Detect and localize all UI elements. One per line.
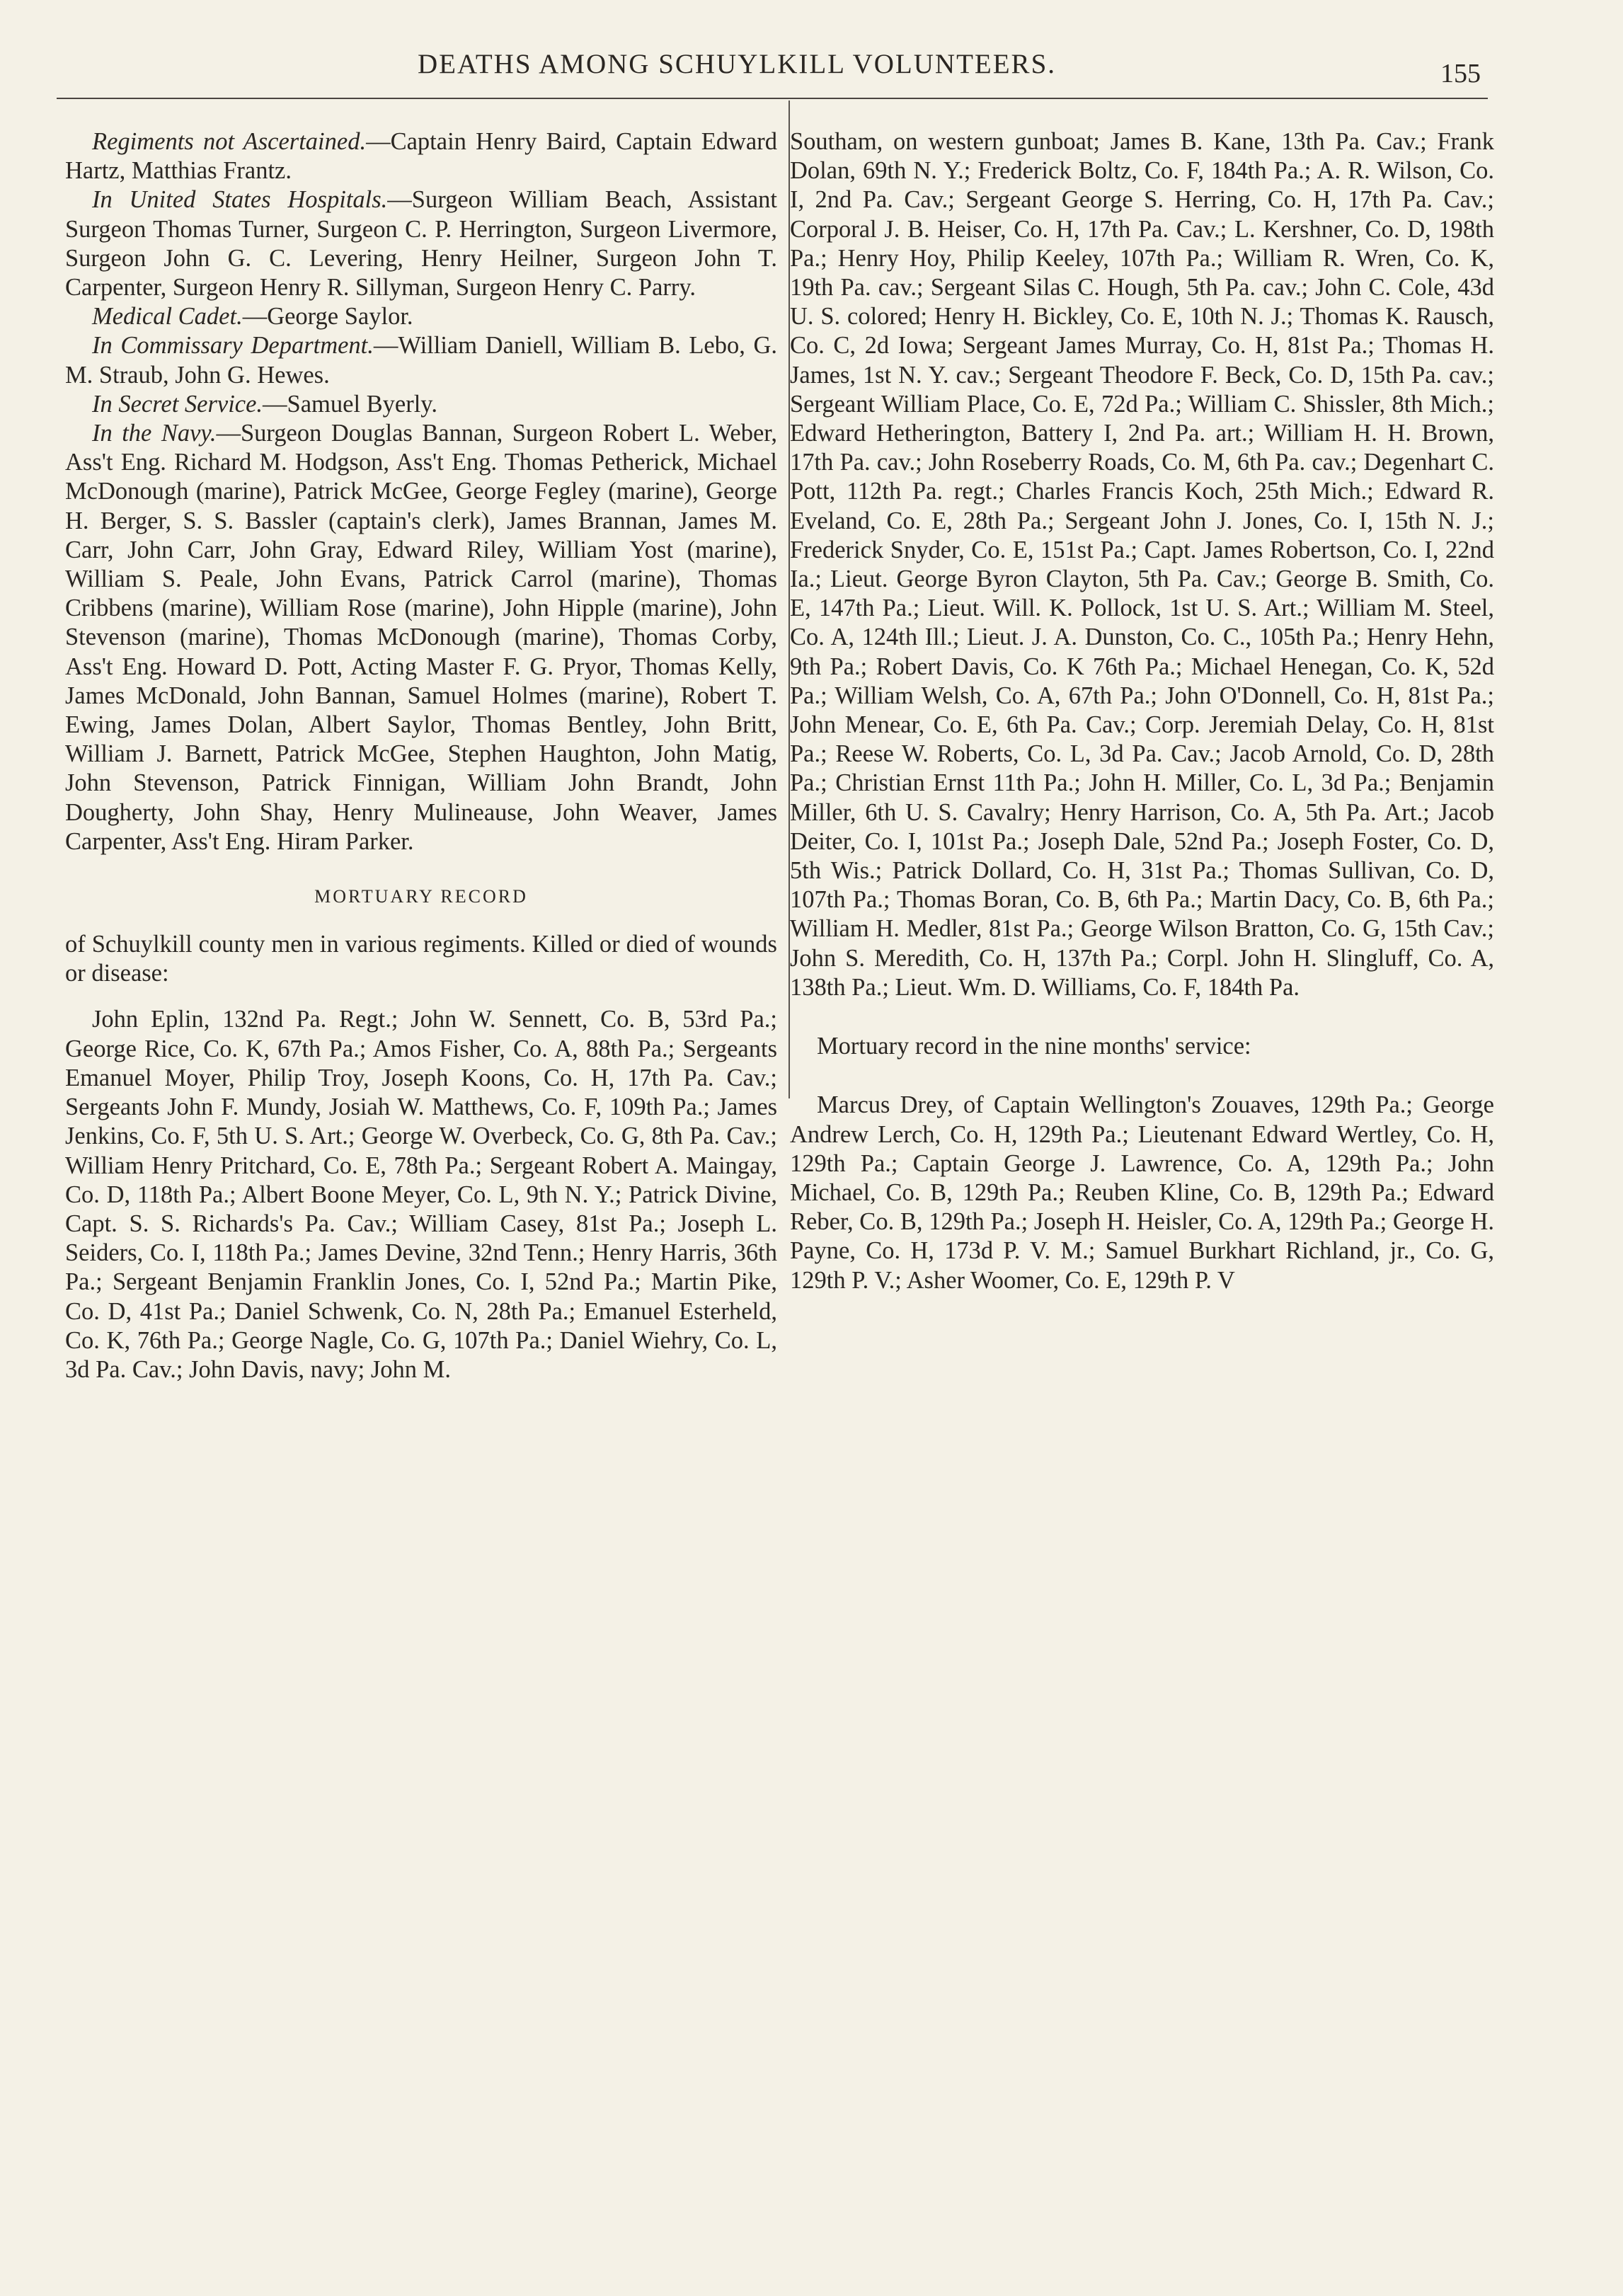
entry-regiments-not-ascertained xyxy=(65,127,777,185)
entry-commissary xyxy=(65,331,777,389)
section-heading: MORTUARY RECORD xyxy=(314,886,528,907)
left-column xyxy=(65,127,777,1384)
rubric: Regiments not Ascertained. xyxy=(92,128,367,155)
rubric: In United States Hospitals. xyxy=(92,186,388,214)
entry-medical-cadet xyxy=(65,302,777,331)
entry-text: —Surgeon William Beach, Assistant Surgeon Thomas Turner, Surgeon C. P. Herrington, Surgeon Livermore, Surgeon John G. C. Levering, Henry Heilner, Surgeon John T. Carpenter, Surgeon Henry R. Sillyman, Surgeon Henry C. Parry. xyxy=(65,186,777,302)
entry-us-hospitals xyxy=(65,185,777,302)
running-title: DEATHS AMONG SCHUYLKILL VOLUNTEERS. xyxy=(418,49,1057,79)
page-number: 155 xyxy=(1440,59,1481,88)
mortuary-list: John Eplin, 132nd Pa. Regt.; John W. Sennett, Co. B, 53rd Pa.; George Rice, Co. K, 67th Pa.; Amos Fisher, Co. A, 88th Pa.; Sergeants Emanuel Moyer, Philip Troy, Joseph Koons, Co. H, 17th Pa. Cav.; Sergeants John F. Mundy, Josiah W. Matthews, Co. F, 109th Pa.; James Jenkins, Co. F, 5th U. S. Art.; George W. Overbeck, Co. G, 8th Pa. Cav.; William Henry Pritchard, Co. E, 78th Pa.; Sergeant Robert A. Maingay, Co. D, 118th Pa.; Albert Boone Meyer, Co. L, 9th N. Y.; Patrick Divine, Capt. S. S. Richards's Pa. Cav.; William Casey, 81st Pa.; Joseph L. Seiders, Co. I, 118th Pa.; James Devine, 32nd Tenn.; Henry Harris, 36th Pa.; Sergeant Benjamin Franklin Jones, Co. I, 52nd Pa.; Martin Pike, Co. D, 41st Pa.; Daniel Schwenk, Co. N, 28th Pa.; Emanuel Esterheld, Co. K, 76th Pa.; George Nagle, Co. G, 107th Pa.; Daniel Wiehry, Co. L, 3d Pa. Cav.; John Davis, navy; John M. xyxy=(65,1006,777,1383)
entry-text: —Captain Henry Baird, Captain Edward Hartz, Matthias Frantz. xyxy=(65,128,777,185)
header-rule xyxy=(57,98,1488,99)
right-column xyxy=(790,127,1494,1295)
page-header xyxy=(0,48,1623,91)
rubric: In Commissary Department. xyxy=(92,332,374,360)
entry-navy xyxy=(65,419,777,856)
nine-months-heading: Mortuary record in the nine months' service: xyxy=(817,1033,1251,1060)
mortuary-intro: of Schuylkill county men in various regiments. Killed or died of wounds or disease: xyxy=(65,931,777,987)
entry-secret-service xyxy=(65,390,777,419)
nine-months-list: Marcus Drey, of Captain Wellington's Zouaves, 129th Pa.; George Andrew Lerch, Co. H, 129th Pa.; Lieutenant Edward Wertley, Co. H, 129th Pa.; Captain George J. Lawrence, Co. A, 129th Pa.; John Michael, Co. B, 129th Pa.; Reuben Kline, Co. B, 129th Pa.; Edward Reber, Co. B, 129th Pa.; Joseph H. Heisler, Co. A, 129th Pa.; George H. Payne, Co. H, 173d P. V. M.; Samuel Burkhart Richland, jr., Co. G, 129th P. V.; Asher Woomer, Co. E, 129th P. V xyxy=(790,1091,1494,1294)
rubric: In Secret Service. xyxy=(92,390,263,418)
entry-text: —Samuel Byerly. xyxy=(263,390,437,418)
entry-text: —George Saylor. xyxy=(242,303,413,331)
entry-text: —Surgeon Douglas Bannan, Surgeon Robert L. Weber, Ass't Eng. Richard M. Hodgson, Ass't Eng. Thomas Petherick, Michael McDonough (marine), Patrick McGee, George Fegley (marine), George H. Berger, S. S. Bassler (captain's clerk), James Brannan, James M. Carr, John Carr, John Gray, Edward Riley, William Yost (marine), William S. Peale, John Evans, Patrick Carrol (marine), Thomas Cribbens (marine), William Rose (marine), John Hipple (marine), John Stevenson (marine), Thomas McDonough (marine), Thomas Corby, Ass't Eng. Howard D. Pott, Acting Master F. G. Pryor, Thomas Kelly, James McDonald, John Bannan, Samuel Holmes (marine), Robert T. Ewing, James Dolan, Albert Saylor, Thomas Bentley, John Britt, William J. Barnett, Patrick McGee, Stephen Haughton, John Matig, John Stevenson, Patrick Finnigan, William John Brandt, John Dougherty, John Shay, Henry Mulineause, John Weaver, James Carpenter, Ass't Eng. Hiram Parker. xyxy=(65,420,777,855)
entry-text: —William Daniell, William B. Lebo, G. M. Straub, John G. Hewes. xyxy=(65,332,778,389)
rubric: Medical Cadet. xyxy=(92,303,243,331)
rubric: In the Navy. xyxy=(92,420,217,447)
mortuary-list-continued: Southam, on western gunboat; James B. Kane, 13th Pa. Cav.; Frank Dolan, 69th N. Y.; Frederick Boltz, Co. F, 184th Pa.; A. R. Wilson, Co. I, 2nd Pa. Cav.; Sergeant George S. Herring, Co. H, 17th Pa. Cav.; Corporal J. B. Heiser, Co. H, 17th Pa. Cav.; L. Kershner, Co. D, 198th Pa.; Henry Hoy, Philip Keeley, 107th Pa.; William R. Wren, Co. K, 19th Pa. cav.; Sergeant Silas C. Hough, 5th Pa. cav.; John C. Cole, 43d U. S. colored; Henry H. Bickley, Co. E, 10th N. J.; Thomas K. Rausch, Co. C, 2d Iowa; Sergeant James Murray, Co. H, 81st Pa.; Thomas H. James, 1st N. Y. cav.; Sergeant Theodore F. Beck, Co. D, 15th Pa. cav.; Sergeant William Place, Co. E, 72d Pa.; William C. Shissler, 8th Mich.; Edward Hetherington, Battery I, 2nd Pa. art.; William H. H. Brown, 17th Pa. cav.; John Roseberry Roads, Co. M, 6th Pa. cav.; Degenhart C. Pott, 112th Pa. regt.; Charles Francis Koch, 25th Mich.; Edward R. Eveland, Co. E, 28th Pa.; Sergeant John J. Jones, Co. I, 15th N. J.; Frederick Snyder, Co. E, 151st Pa.; Capt. James Robertson, Co. I, 22nd Ia.; Lieut. George Byron Clayton, 5th Pa. Cav.; George B. Smith, Co. E, 147th Pa.; Lieut. Will. K. Pollock, 1st U. S. Art.; William M. Steel, Co. A, 124th Ill.; Lieut. J. A. Dunston, Co. C., 105th Pa.; Henry Hehn, 9th Pa.; Robert Davis, Co. K 76th Pa.; Michael Henegan, Co. K, 52d Pa.; William Welsh, Co. A, 67th Pa.; John O'Donnell, Co. H, 81st Pa.; John Menear, Co. E, 6th Pa. Cav.; Corp. Jeremiah Delay, Co. H, 81st Pa.; Reese W. Roberts, Co. L, 3d Pa. Cav.; Jacob Arnold, Co. D, 28th Pa.; Christian Ernst 11th Pa.; John H. Miller, Co. L, 3d Pa.; Benjamin Miller, 6th U. S. Cavalry; Henry Harrison, Co. A, 5th Pa. Art.; Jacob Deiter, Co. I, 101st Pa.; Joseph Dale, 52nd Pa.; Joseph Foster, Co. D, 5th Wis.; Patrick Dollard, Co. H, 31st Pa.; Thomas Sullivan, Co. D, 107th Pa.; Thomas Boran, Co. B, 6th Pa.; Martin Dacy, Co. B, 6th Pa.; William H. Medler, 81st Pa.; George Wilson Bratton, Co. G, 15th Cav.; John S. Meredith, Co. H, 137th Pa.; Corpl. John H. Slingluff, Co. A, 138th Pa.; Lieut. Wm. D. Williams, Co. F, 184th Pa. xyxy=(790,128,1494,1001)
